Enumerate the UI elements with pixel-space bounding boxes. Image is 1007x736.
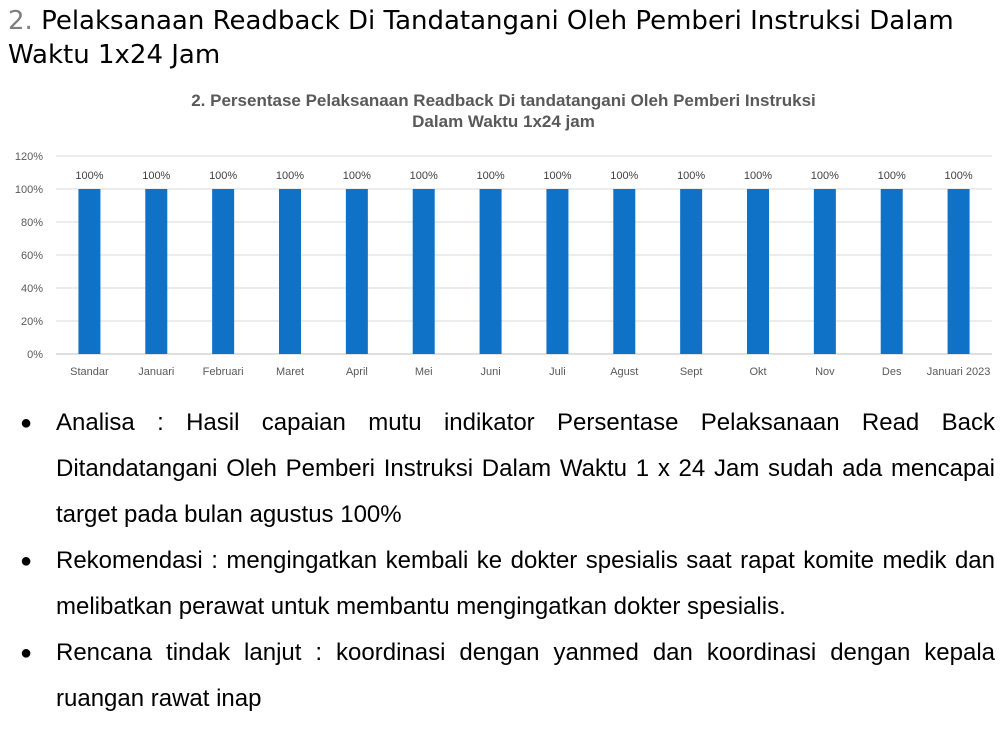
bar [814,189,836,354]
bullet-analisa [20,400,995,538]
bar [145,189,167,354]
bar [948,189,970,354]
x-tick-label: Nov [815,366,835,378]
bar [413,189,435,354]
data-label: 100% [944,170,973,182]
heading-text: Pelaksanaan Readback Di Tandatangani Oleh Pemberi Instruksi Dalam Waktu 1x24 Jam [8,6,954,70]
data-label: 100% [142,170,171,182]
x-tick-label: Juni [480,366,501,378]
x-tick-label: Okt [749,366,767,378]
data-label: 100% [275,170,305,182]
x-tick-label: Sept [679,366,703,378]
bar [680,189,702,354]
x-tick-label: Januari [138,366,175,378]
y-tick-label: 20% [20,316,43,328]
data-label: 100% [543,170,572,182]
bar [346,189,368,354]
data-label: 100% [342,170,371,182]
bar [881,189,903,354]
bar-chart [0,140,1007,385]
data-label: 100% [476,170,505,182]
bar [480,189,502,354]
y-tick-label: 100% [14,184,43,196]
y-tick-label: 80% [20,217,43,229]
data-label: 100% [209,170,238,182]
bar [78,189,100,354]
data-label: 100% [810,170,839,182]
data-label: 100% [743,170,773,182]
bar [212,189,234,354]
bar [613,189,635,354]
bullet-dot: ● [20,550,33,572]
chart-title-line2: Dalam Waktu 1x24 jam [412,112,595,131]
bullet-dot: ● [20,642,33,664]
bullet-dot: ● [20,412,33,434]
bullet-rekomendasi [20,538,995,630]
y-tick-label: 120% [14,151,43,163]
bullet-rekomendasi-text: Rekomendasi : mengingatkan kembali ke dokter spesialis saat rapat komite medik dan melibatkan perawat untuk membantu mengingatkan dokter spesialis. [56,547,995,620]
x-tick-label: Standar [70,366,109,378]
chart-title-line1: 2. Persentase Pelaksanaan Readback Di tandatangani Oleh Pemberi Instruksi [191,91,816,110]
heading-number: 2. [8,6,33,36]
bullet-analisa-text: Analisa : Hasil capaian mutu indikator Persentase Pelaksanaan Read Back Ditandatangani Oleh Pemberi Instruksi Dalam Waktu 1 x 24 Jam sudah ada mencapai target pada bulan agustus 100% [56,409,995,528]
data-label: 100% [610,170,639,182]
x-tick-label: Maret [275,366,305,378]
chart-title [0,90,1007,132]
x-tick-label: Agust [610,366,639,378]
data-label: 100% [409,170,438,182]
slide-heading [8,4,998,72]
data-label: 100% [877,170,906,182]
y-tick-label: 0% [27,349,43,361]
x-tick-label: Februari [202,366,244,378]
x-tick-label: April [345,366,368,378]
x-tick-label: Januari 2023 [926,366,991,378]
bullet-rencana-text: Rencana tindak lanjut : koordinasi dengan yanmed dan koordinasi dengan kepala ruangan rawat inap [56,639,995,712]
y-tick-label: 40% [20,283,43,295]
x-tick-label: Juli [549,366,566,378]
bar [747,189,769,354]
bullet-list [20,400,995,722]
bar [546,189,568,354]
bullet-rencana [20,630,995,722]
data-label: 100% [75,170,104,182]
x-tick-label: Mei [414,366,433,378]
data-label: 100% [677,170,706,182]
x-tick-label: Des [881,366,902,378]
y-tick-label: 60% [20,250,43,262]
bar [279,189,301,354]
